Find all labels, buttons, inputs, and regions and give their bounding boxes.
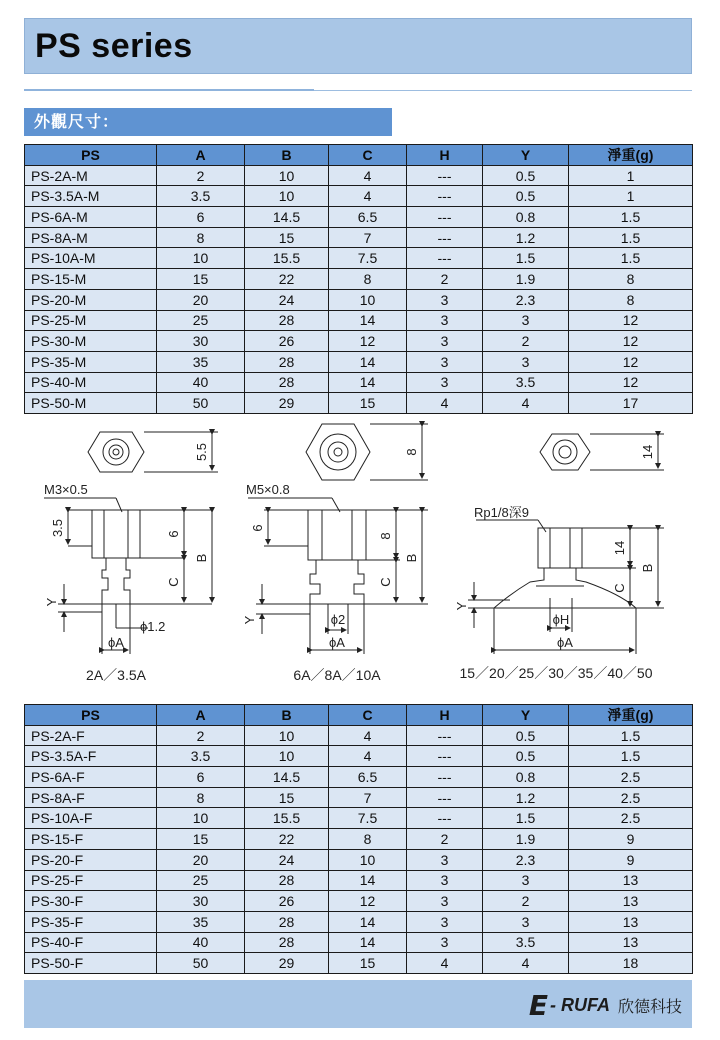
table-row <box>25 186 693 207</box>
cup-bellows-1 <box>102 558 130 604</box>
header-bar <box>24 18 692 74</box>
model-cell: PS-6A-M <box>25 207 157 228</box>
value-cell: 8 <box>569 289 693 310</box>
model-cell: PS-50-F <box>25 953 157 974</box>
table-row <box>25 849 693 870</box>
value-cell: 15.5 <box>245 808 329 829</box>
logo-chinese-name: 欣德科技 <box>617 996 682 1016</box>
page-title: PS series <box>35 27 193 65</box>
dim-b-1: B <box>194 553 209 563</box>
dim-y-2: Y <box>242 615 257 625</box>
model-cell: PS-6A-F <box>25 767 157 788</box>
value-cell: 30 <box>157 331 245 352</box>
model-cell: PS-20-F <box>25 849 157 870</box>
table-row <box>25 227 693 248</box>
hex-bore-2 <box>334 448 342 456</box>
table-row <box>25 331 693 352</box>
column-header: A <box>157 705 245 726</box>
value-cell: 13 <box>569 932 693 953</box>
value-cell: 10 <box>245 746 329 767</box>
dim-phi-small-1: ϕ1.2 <box>140 619 166 634</box>
hex-inner-ring-1 <box>109 445 123 459</box>
drawing-2a-3.5a <box>44 432 218 654</box>
dim-phi-a-3: ϕA <box>557 635 573 650</box>
value-cell: 10 <box>329 849 407 870</box>
model-cell: PS-20-M <box>25 289 157 310</box>
dim-top-2: 6 <box>250 524 265 532</box>
value-cell: 10 <box>245 165 329 186</box>
value-cell: 0.5 <box>483 725 569 746</box>
column-header: C <box>329 705 407 726</box>
value-cell: 13 <box>569 911 693 932</box>
model-cell: PS-8A-F <box>25 787 157 808</box>
model-cell: PS-3.5A-F <box>25 746 157 767</box>
value-cell: 0.8 <box>483 767 569 788</box>
value-cell: 24 <box>245 289 329 310</box>
company-logo <box>529 990 682 1020</box>
model-cell: PS-10A-M <box>25 248 157 269</box>
value-cell: 14 <box>329 351 407 372</box>
table-row <box>25 829 693 850</box>
value-cell: 29 <box>245 953 329 974</box>
value-cell: 28 <box>245 372 329 393</box>
value-cell: 2.3 <box>483 289 569 310</box>
model-cell: PS-2A-F <box>25 725 157 746</box>
value-cell: 28 <box>245 351 329 372</box>
value-cell: 15 <box>245 227 329 248</box>
hex-top-view-3 <box>540 434 590 470</box>
model-cell: PS-25-M <box>25 310 157 331</box>
value-cell: 12 <box>329 891 407 912</box>
hex-outer-ring-1 <box>103 439 129 465</box>
model-cell: PS-30-F <box>25 891 157 912</box>
thread-label-2: M5×0.8 <box>246 482 290 497</box>
value-cell: --- <box>407 808 483 829</box>
value-cell: 4 <box>483 953 569 974</box>
table-row <box>25 393 693 414</box>
table-row <box>25 289 693 310</box>
value-cell: 8 <box>329 829 407 850</box>
value-cell: 26 <box>245 891 329 912</box>
value-cell: 6.5 <box>329 767 407 788</box>
value-cell: 6.5 <box>329 207 407 228</box>
value-cell: 2.3 <box>483 849 569 870</box>
value-cell: 4 <box>329 725 407 746</box>
table-row <box>25 207 693 228</box>
value-cell: --- <box>407 186 483 207</box>
value-cell: 4 <box>329 186 407 207</box>
value-cell: 7.5 <box>329 248 407 269</box>
column-header: 淨重(g) <box>569 145 693 166</box>
value-cell: 1.5 <box>569 746 693 767</box>
value-cell: 15 <box>157 269 245 290</box>
value-cell: 1 <box>569 186 693 207</box>
value-cell: 10 <box>157 248 245 269</box>
table-row <box>25 911 693 932</box>
dimension-drawings <box>24 418 692 690</box>
value-cell: 3 <box>483 351 569 372</box>
value-cell: 26 <box>245 331 329 352</box>
model-cell: PS-15-M <box>25 269 157 290</box>
value-cell: 15 <box>329 393 407 414</box>
value-cell: 1.2 <box>483 787 569 808</box>
value-cell: 15 <box>157 829 245 850</box>
value-cell: 1.5 <box>483 248 569 269</box>
hex-bore-1 <box>113 449 119 455</box>
table-header-row <box>25 705 693 726</box>
column-header: PS <box>25 145 157 166</box>
value-cell: 25 <box>157 870 245 891</box>
dim-y-1: Y <box>44 597 59 607</box>
dim-y-3: Y <box>454 601 469 611</box>
value-cell: --- <box>407 725 483 746</box>
value-cell: 3 <box>407 891 483 912</box>
value-cell: 13 <box>569 870 693 891</box>
fitting-body-2 <box>308 510 366 560</box>
dim-phi-small-3: ϕH <box>552 612 570 627</box>
cup-bellows-2 <box>310 560 364 604</box>
hex-inner-ring-3 <box>559 446 571 458</box>
value-cell: 40 <box>157 932 245 953</box>
dim-b-3: B <box>640 563 655 573</box>
dim-hex-3: 14 <box>640 444 655 460</box>
column-header: A <box>157 145 245 166</box>
dim-c-2: C <box>378 577 393 587</box>
dim-phi-a-1: ϕA <box>108 635 124 650</box>
value-cell: 6 <box>157 767 245 788</box>
value-cell: 4 <box>329 746 407 767</box>
dim-mid-1: 6 <box>166 530 181 538</box>
value-cell: 3 <box>407 372 483 393</box>
value-cell: 4 <box>407 953 483 974</box>
divider-thick-segment <box>24 89 314 91</box>
column-header: C <box>329 145 407 166</box>
value-cell: 8 <box>329 269 407 290</box>
value-cell: 9 <box>569 849 693 870</box>
value-cell: 1.5 <box>569 207 693 228</box>
table-row <box>25 953 693 974</box>
table-header-row <box>25 145 693 166</box>
fitting-body-3 <box>538 528 582 568</box>
model-cell: PS-2A-M <box>25 165 157 186</box>
dim-mid-3: 14 <box>612 540 627 556</box>
value-cell: --- <box>407 746 483 767</box>
dim-hex-2: 8 <box>404 448 419 456</box>
value-cell: 14.5 <box>245 207 329 228</box>
value-cell: 15 <box>329 953 407 974</box>
value-cell: 7 <box>329 227 407 248</box>
value-cell: 40 <box>157 372 245 393</box>
model-cell: PS-10A-F <box>25 808 157 829</box>
model-cell: PS-8A-M <box>25 227 157 248</box>
spec-table-m <box>24 144 693 414</box>
column-header: Y <box>483 705 569 726</box>
value-cell: 35 <box>157 351 245 372</box>
value-cell: 1 <box>569 165 693 186</box>
value-cell: 29 <box>245 393 329 414</box>
model-cell: PS-25-F <box>25 870 157 891</box>
divider-thin-segment <box>314 90 692 91</box>
value-cell: 2.5 <box>569 767 693 788</box>
value-cell: 30 <box>157 891 245 912</box>
value-cell: 10 <box>245 186 329 207</box>
column-header: B <box>245 705 329 726</box>
value-cell: 3 <box>407 849 483 870</box>
fitting-body-1 <box>92 510 140 558</box>
value-cell: 1.5 <box>569 725 693 746</box>
value-cell: 12 <box>569 351 693 372</box>
table-row <box>25 767 693 788</box>
value-cell: 3 <box>407 310 483 331</box>
hex-top-view-2 <box>306 424 370 480</box>
column-header: PS <box>25 705 157 726</box>
value-cell: 2 <box>157 725 245 746</box>
table-row <box>25 808 693 829</box>
table-row <box>25 248 693 269</box>
model-cell: PS-35-M <box>25 351 157 372</box>
value-cell: 1.5 <box>569 227 693 248</box>
model-cell: PS-40-M <box>25 372 157 393</box>
value-cell: --- <box>407 767 483 788</box>
value-cell: 2 <box>407 829 483 850</box>
value-cell: --- <box>407 207 483 228</box>
value-cell: 50 <box>157 953 245 974</box>
value-cell: --- <box>407 787 483 808</box>
dim-top-1: 3.5 <box>50 518 65 538</box>
value-cell: 9 <box>569 829 693 850</box>
value-cell: 0.8 <box>483 207 569 228</box>
section-label: 外觀尺寸： <box>24 108 392 136</box>
value-cell: 18 <box>569 953 693 974</box>
column-header: 淨重(g) <box>569 705 693 726</box>
value-cell: 1.5 <box>569 248 693 269</box>
table-row <box>25 870 693 891</box>
thread-label-3: Rp1/8深9 <box>474 505 529 520</box>
value-cell: 28 <box>245 911 329 932</box>
hex-inner-ring-2 <box>328 442 348 462</box>
value-cell: 3 <box>483 310 569 331</box>
value-cell: 35 <box>157 911 245 932</box>
footer-bar <box>24 980 692 1028</box>
value-cell: --- <box>407 248 483 269</box>
value-cell: 2.5 <box>569 808 693 829</box>
value-cell: 14 <box>329 870 407 891</box>
value-cell: 24 <box>245 849 329 870</box>
value-cell: 8 <box>569 269 693 290</box>
value-cell: 14.5 <box>245 767 329 788</box>
value-cell: 3.5 <box>157 186 245 207</box>
value-cell: 1.9 <box>483 829 569 850</box>
model-cell: PS-15-F <box>25 829 157 850</box>
value-cell: 2 <box>483 331 569 352</box>
value-cell: 7.5 <box>329 808 407 829</box>
value-cell: 3.5 <box>483 372 569 393</box>
value-cell: 4 <box>329 165 407 186</box>
dim-mid-2: 8 <box>378 532 393 540</box>
value-cell: 2 <box>407 269 483 290</box>
value-cell: 10 <box>245 725 329 746</box>
drawing-caption-2: 6A／8A／10A <box>293 667 381 683</box>
drawing-caption-3: 15／20／25／30／35／40／50 <box>459 665 653 681</box>
dim-phi-small-2: ϕ2 <box>330 612 346 627</box>
dim-c-1: C <box>166 577 181 587</box>
table-row <box>25 787 693 808</box>
value-cell: 1.9 <box>483 269 569 290</box>
table-row <box>25 746 693 767</box>
value-cell: 4 <box>483 393 569 414</box>
value-cell: 12 <box>329 331 407 352</box>
value-cell: 8 <box>157 787 245 808</box>
value-cell: 8 <box>157 227 245 248</box>
table-row <box>25 372 693 393</box>
value-cell: --- <box>407 165 483 186</box>
spec-table-f <box>24 704 693 974</box>
drawing-caption-1: 2A／3.5A <box>86 667 146 683</box>
value-cell: 2 <box>483 891 569 912</box>
model-cell: PS-35-F <box>25 911 157 932</box>
table-row <box>25 725 693 746</box>
table-row <box>25 891 693 912</box>
table-row <box>25 165 693 186</box>
hex-outer-ring-2 <box>320 434 356 470</box>
value-cell: 20 <box>157 849 245 870</box>
value-cell: 7 <box>329 787 407 808</box>
table-row <box>25 310 693 331</box>
column-header: B <box>245 145 329 166</box>
value-cell: 0.5 <box>483 165 569 186</box>
header-divider <box>24 89 692 91</box>
model-cell: PS-50-M <box>25 393 157 414</box>
value-cell: 3 <box>407 331 483 352</box>
value-cell: 3 <box>407 351 483 372</box>
thread-label-1: M3×0.5 <box>44 482 88 497</box>
value-cell: 22 <box>245 269 329 290</box>
table-row <box>25 351 693 372</box>
value-cell: 15.5 <box>245 248 329 269</box>
value-cell: 3 <box>407 932 483 953</box>
value-cell: 28 <box>245 932 329 953</box>
value-cell: 1.5 <box>483 808 569 829</box>
value-cell: 1.2 <box>483 227 569 248</box>
value-cell: 3 <box>407 289 483 310</box>
value-cell: 14 <box>329 932 407 953</box>
value-cell: 15 <box>245 787 329 808</box>
value-cell: 28 <box>245 870 329 891</box>
hex-outer-ring-3 <box>553 440 577 464</box>
value-cell: --- <box>407 227 483 248</box>
model-cell: PS-40-F <box>25 932 157 953</box>
model-cell: PS-30-M <box>25 331 157 352</box>
logo-e-mark: E <box>528 988 548 1022</box>
value-cell: 17 <box>569 393 693 414</box>
value-cell: 20 <box>157 289 245 310</box>
table-row <box>25 932 693 953</box>
column-header: H <box>407 705 483 726</box>
hex-top-view-1 <box>88 432 144 472</box>
value-cell: 2.5 <box>569 787 693 808</box>
value-cell: 4 <box>407 393 483 414</box>
value-cell: 14 <box>329 372 407 393</box>
value-cell: 22 <box>245 829 329 850</box>
dim-c-3: C <box>612 583 627 593</box>
value-cell: 12 <box>569 372 693 393</box>
dim-hex-1: 5.5 <box>194 442 209 462</box>
column-header: Y <box>483 145 569 166</box>
value-cell: 28 <box>245 310 329 331</box>
value-cell: 0.5 <box>483 746 569 767</box>
value-cell: 14 <box>329 310 407 331</box>
value-cell: 3 <box>483 870 569 891</box>
value-cell: 14 <box>329 911 407 932</box>
value-cell: 0.5 <box>483 186 569 207</box>
value-cell: 13 <box>569 891 693 912</box>
model-cell: PS-3.5A-M <box>25 186 157 207</box>
value-cell: 50 <box>157 393 245 414</box>
value-cell: 6 <box>157 207 245 228</box>
drawings-svg <box>24 418 692 690</box>
value-cell: 2 <box>157 165 245 186</box>
value-cell: 10 <box>329 289 407 310</box>
table-row <box>25 269 693 290</box>
value-cell: 3.5 <box>483 932 569 953</box>
value-cell: 3 <box>407 911 483 932</box>
dim-phi-a-2: ϕA <box>329 635 345 650</box>
value-cell: 3 <box>483 911 569 932</box>
logo-wordmark: - RUFA <box>549 994 610 1015</box>
value-cell: 25 <box>157 310 245 331</box>
value-cell: 3.5 <box>157 746 245 767</box>
value-cell: 12 <box>569 310 693 331</box>
value-cell: 12 <box>569 331 693 352</box>
dim-b-2: B <box>404 553 419 563</box>
value-cell: 3 <box>407 870 483 891</box>
column-header: H <box>407 145 483 166</box>
value-cell: 10 <box>157 808 245 829</box>
